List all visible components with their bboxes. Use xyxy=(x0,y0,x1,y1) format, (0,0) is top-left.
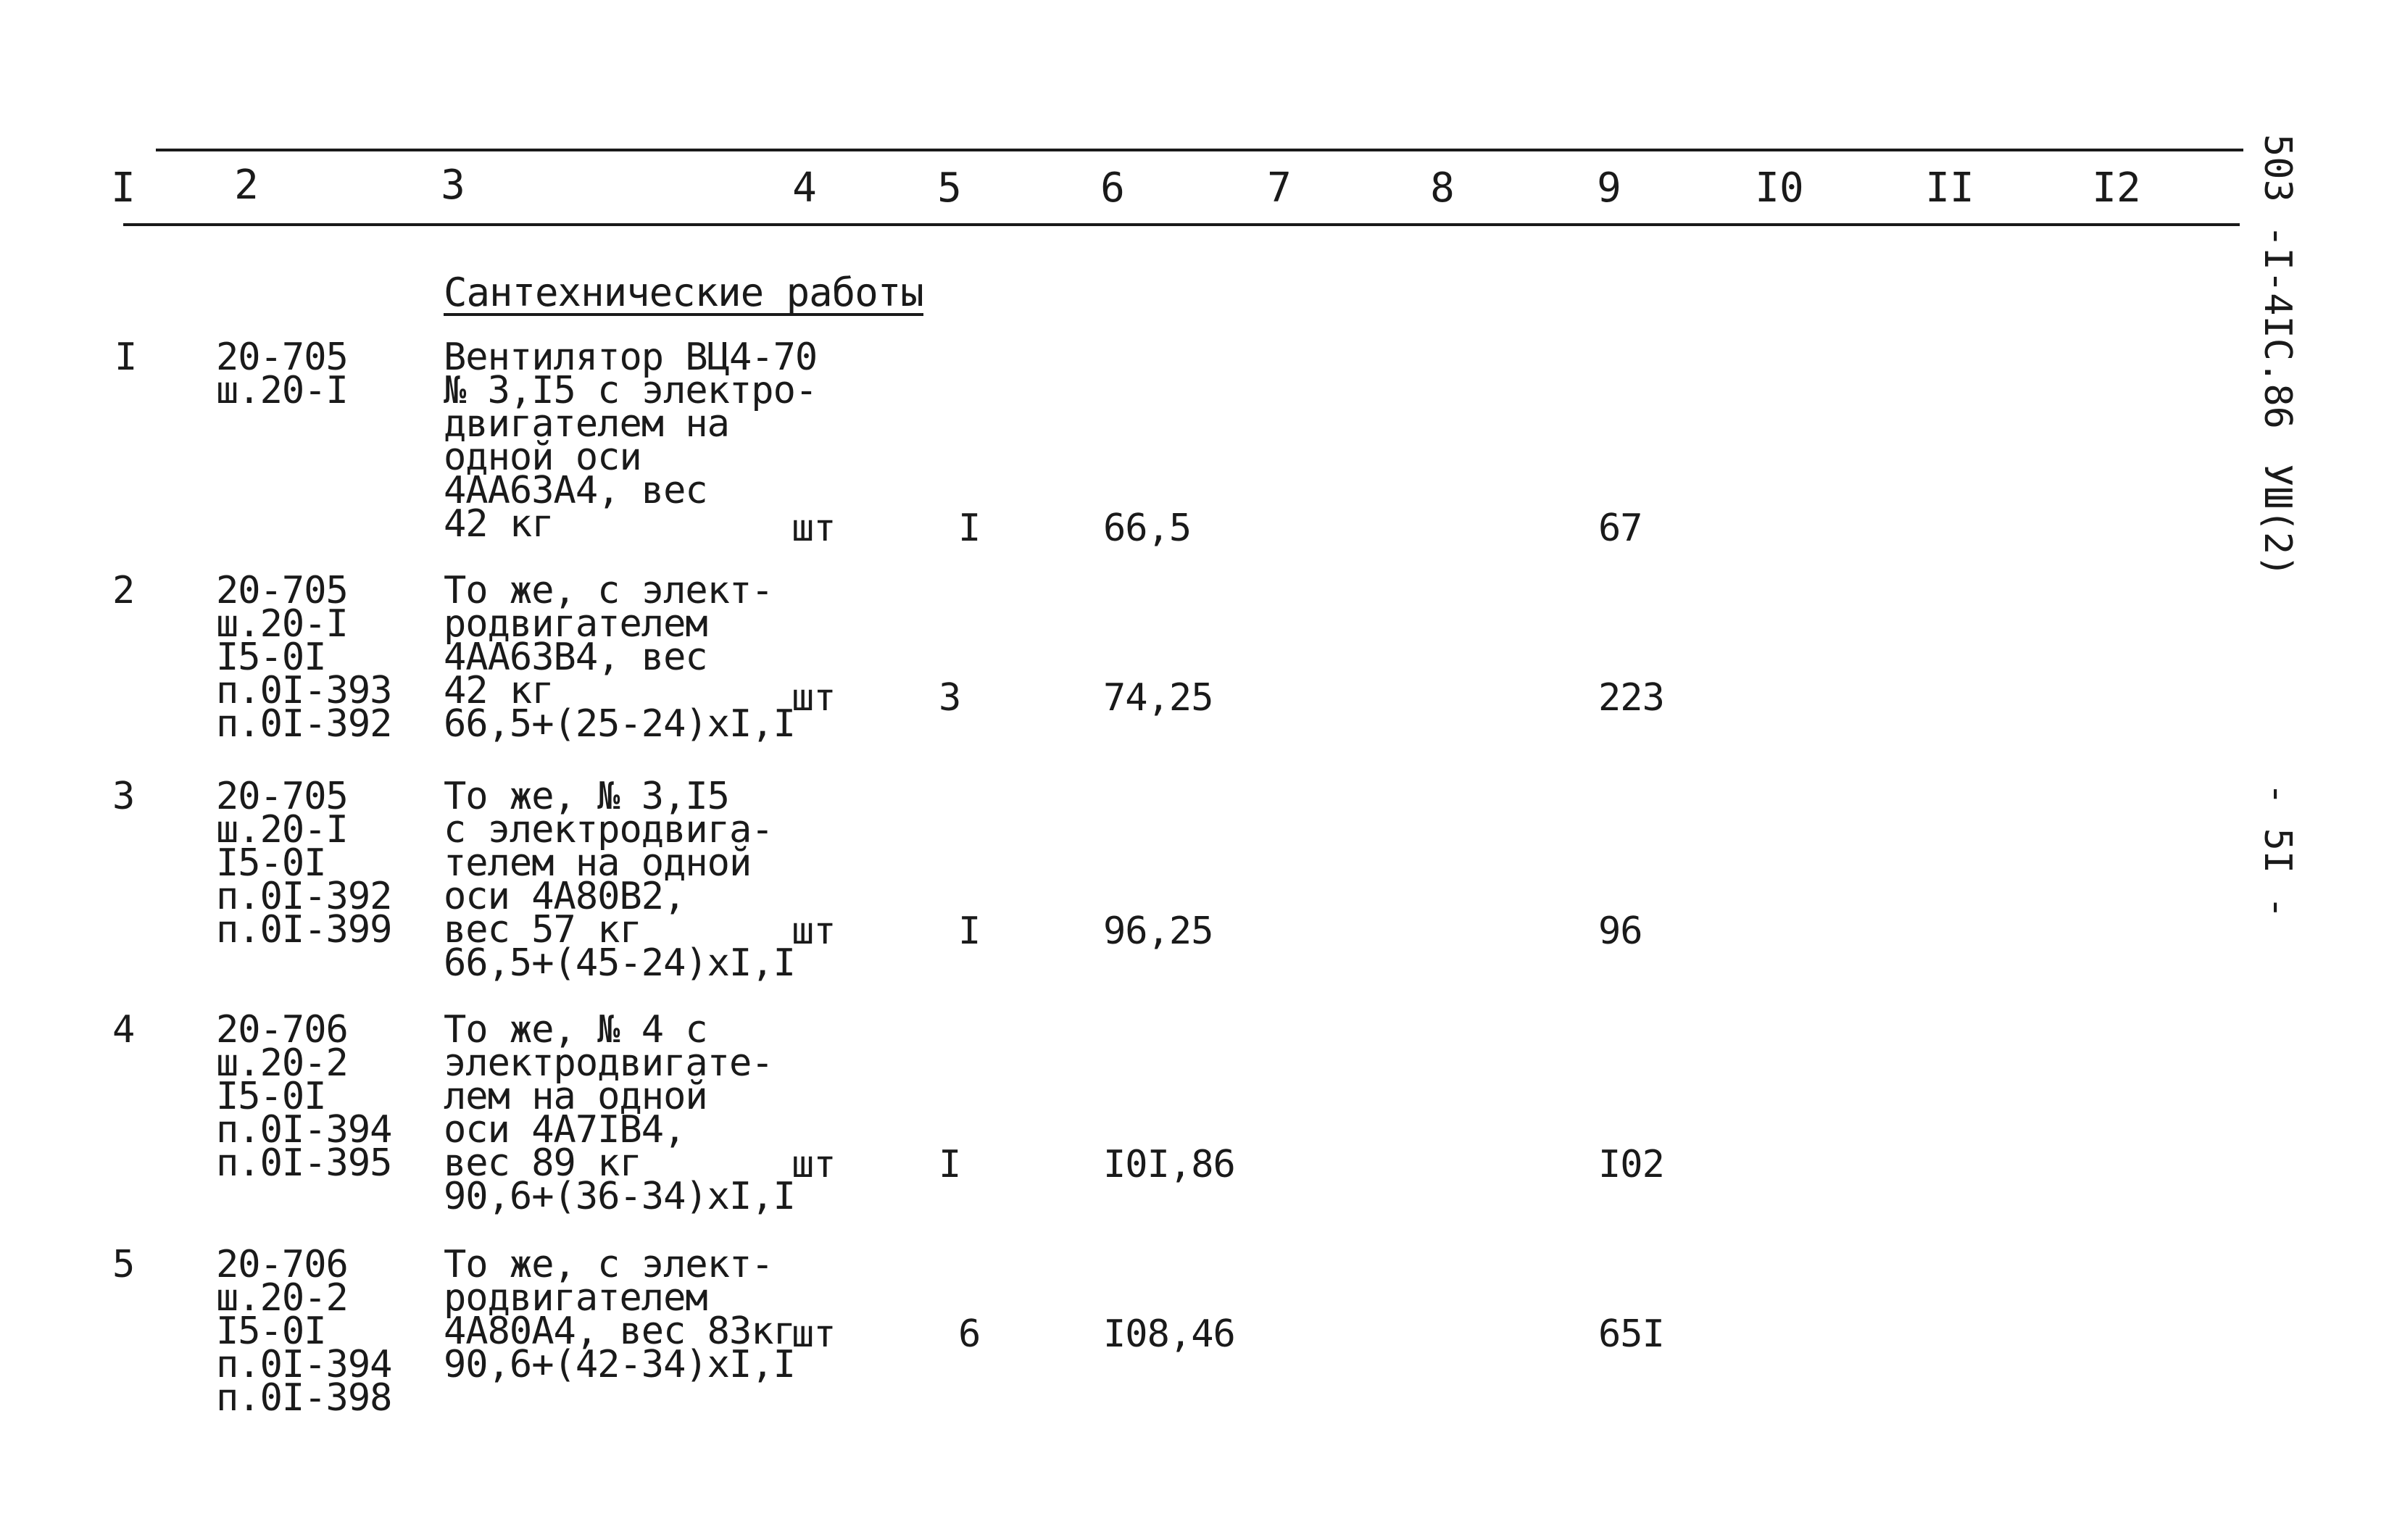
row-2-number: 2 xyxy=(112,569,135,612)
row-4-price: I0I,86 xyxy=(1103,1143,1235,1186)
row-4-total: I02 xyxy=(1598,1143,1664,1186)
section-title: Сантехнические работы xyxy=(444,270,923,315)
row-2-unit: шт xyxy=(792,676,836,720)
row-1-price: 66,5 xyxy=(1103,507,1192,550)
column-header-1: I xyxy=(111,165,136,212)
column-header-4: 4 xyxy=(792,165,817,212)
row-4-quantity: I xyxy=(939,1143,961,1186)
column-header-3: 3 xyxy=(441,162,465,209)
row-5-description: То же, с элект- родвигателем 4А80А4, вес 83кг 90,6+(42-34)хI,I xyxy=(444,1243,795,1386)
column-header-6: 6 xyxy=(1100,165,1125,212)
row-3-code: 20-705 ш.20-I I5-0I п.0I-392 п.0I-399 xyxy=(216,775,392,952)
column-header-10: I0 xyxy=(1755,165,1804,212)
row-2-description: То же, с элект- родвигателем 4АА63В4, вес 42 кг 66,5+(25-24)хI,I xyxy=(444,569,795,746)
column-header-5: 5 xyxy=(937,165,962,212)
column-header-9: 9 xyxy=(1597,165,1621,212)
row-4-unit: шт xyxy=(792,1143,836,1186)
row-1-description: Вентилятор ВЦ4-70 № 3,I5 с электро- двигателем на одной оси 4АА63А4, вес 42 кг xyxy=(444,336,818,546)
row-1-unit: шт xyxy=(792,507,836,550)
row-1-total: 67 xyxy=(1598,507,1642,550)
row-3-description: То же, № 3,I5 с электродвига- телем на одной оси 4А80В2, вес 57 кг 66,5+(45-24)хI,I xyxy=(444,775,795,985)
row-4-description: То же, № 4 с электродвигате- лем на одной оси 4А7IВ4, вес 89 кг 90,6+(36-34)хI,I xyxy=(444,1008,795,1218)
row-5-code: 20-706 ш.20-2 I5-0I п.0I-394 п.0I-398 xyxy=(216,1243,392,1420)
row-1-quantity: I xyxy=(958,507,981,550)
column-header-8: 8 xyxy=(1430,165,1455,212)
row-1-number: I xyxy=(115,336,137,379)
row-2-price: 74,25 xyxy=(1103,676,1213,720)
row-1-code: 20-705 ш.20-I xyxy=(216,336,348,412)
row-2-total: 223 xyxy=(1598,676,1664,720)
row-5-number: 5 xyxy=(112,1243,135,1286)
row-5-unit: шт xyxy=(792,1312,836,1356)
row-3-price: 96,25 xyxy=(1103,910,1213,953)
row-2-code: 20-705 ш.20-I I5-0I п.0I-393 п.0I-392 xyxy=(216,569,392,746)
column-header-7: 7 xyxy=(1267,165,1292,212)
row-4-code: 20-706 ш.20-2 I5-0I п.0I-394 п.0I-395 xyxy=(216,1008,392,1185)
row-3-quantity: I xyxy=(958,910,981,953)
column-header-12: I2 xyxy=(2092,165,2141,212)
column-header-2: 2 xyxy=(234,162,259,209)
row-3-number: 3 xyxy=(112,775,135,818)
side-volume-label: УШ(2) xyxy=(2256,464,2299,578)
row-3-unit: шт xyxy=(792,910,836,953)
row-2-quantity: 3 xyxy=(939,676,961,720)
header-top-rule xyxy=(156,149,2243,151)
row-5-price: I08,46 xyxy=(1103,1312,1235,1356)
column-header-11: II xyxy=(1925,165,1974,212)
row-5-total: 65I xyxy=(1598,1312,1664,1356)
header-bottom-rule xyxy=(123,223,2240,226)
row-3-total: 96 xyxy=(1598,910,1642,953)
row-5-quantity: 6 xyxy=(958,1312,981,1356)
page-number: - 5I - xyxy=(2256,783,2299,919)
side-document-code: 503 -I-4IС.86 xyxy=(2256,134,2299,429)
row-4-number: 4 xyxy=(112,1008,135,1052)
